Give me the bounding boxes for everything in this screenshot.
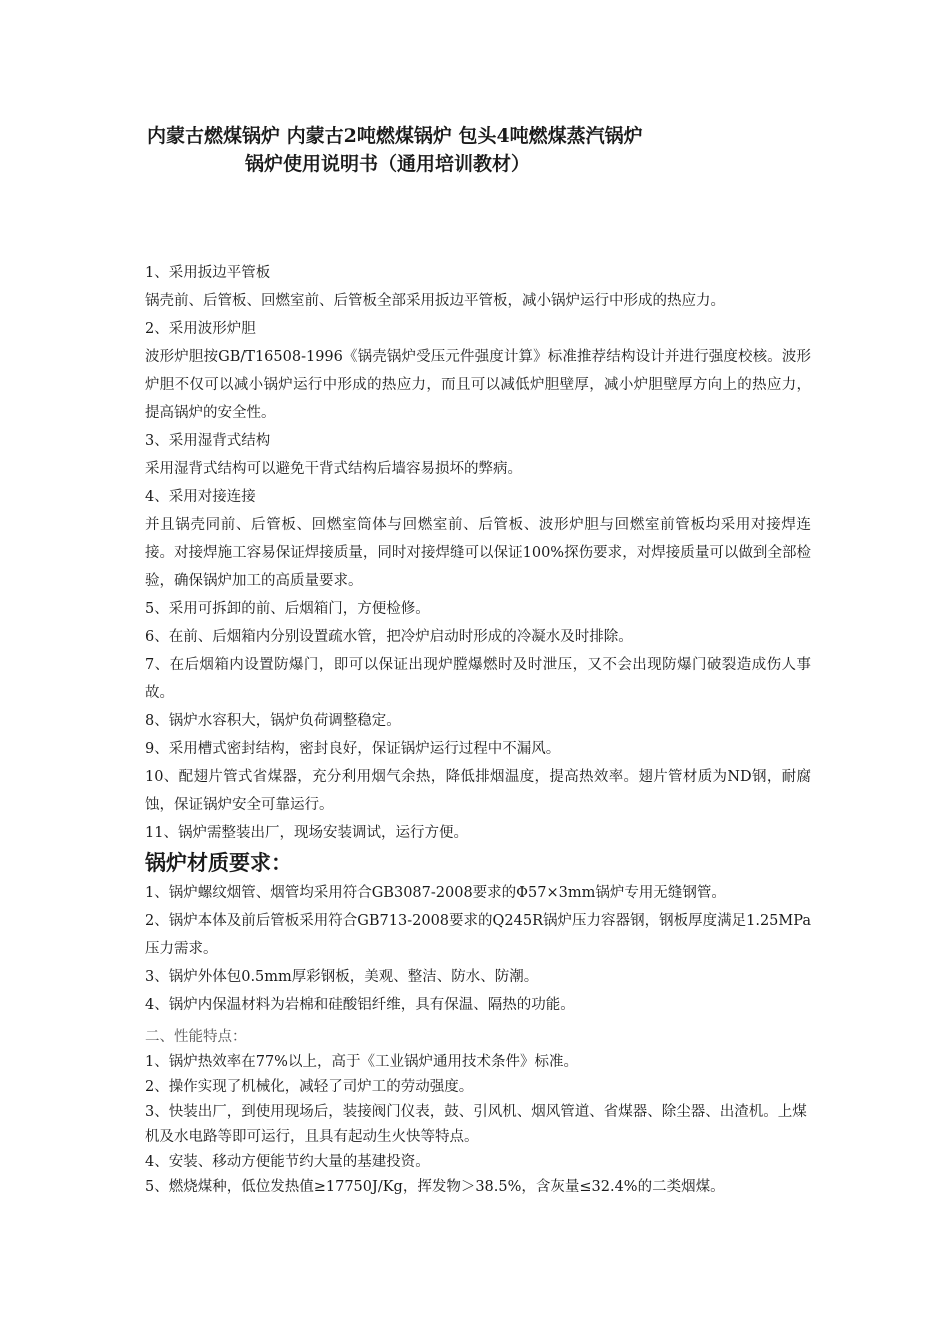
feature-item: 7、在后烟箱内设置防爆门，即可以保证出现炉膛爆燃时及时泄压，又不会出现防爆门破裂造成伤人事故。 <box>145 657 811 701</box>
performance-item: 1、锅炉热效率在77%以上，高于《工业锅炉通用技术条件》标准。 <box>145 1054 578 1070</box>
features-section <box>145 259 811 1019</box>
feature-item: 9、采用槽式密封结构，密封良好，保证锅炉运行过程中不漏风。 <box>145 741 561 757</box>
feature-heading: 4、采用对接连接 <box>145 489 256 505</box>
performance-section <box>145 1025 811 1200</box>
feature-item: 8、锅炉水容积大，锅炉负荷调整稳定。 <box>145 713 401 729</box>
material-section-title: 锅炉材质要求： <box>145 850 292 875</box>
feature-text: 采用湿背式结构可以避免干背式结构后墙容易损坏的弊病。 <box>145 461 522 477</box>
feature-item: 11、锅炉需整装出厂，现场安装调试，运行方便。 <box>145 825 468 841</box>
feature-text: 锅壳前、后管板、回燃室前、后管板全部采用扳边平管板，减小锅炉运行中形成的热应力。 <box>145 293 725 309</box>
material-item: 3、锅炉外体包0.5mm厚彩钢板，美观、整洁、防水、防潮。 <box>145 969 539 985</box>
feature-heading: 2、采用波形炉胆 <box>145 321 256 337</box>
material-item: 1、锅炉螺纹烟管、烟管均采用符合GB3087-2008要求的Φ57×3mm锅炉专用无缝钢管。 <box>145 885 726 901</box>
performance-item: 3、快装出厂，到使用现场后，装接阀门仪表，鼓、引风机、烟风管道、省煤器、除尘器、出渣机。上煤机及水电路等即可运行，且具有起动生火快等特点。 <box>145 1104 807 1145</box>
feature-item: 10、配翅片管式省煤器，充分利用烟气余热，降低排烟温度，提高热效率。翅片管材质为ND钢，耐腐蚀，保证锅炉安全可靠运行。 <box>145 769 811 813</box>
material-item: 2、锅炉本体及前后管板采用符合GB713-2008要求的Q245R锅炉压力容器钢，钢板厚度满足1.25MPa压力需求。 <box>145 913 811 957</box>
feature-heading: 3、采用湿背式结构 <box>145 433 271 449</box>
material-item: 4、锅炉内保温材料为岩棉和硅酸铝纤维，具有保温、隔热的功能。 <box>145 997 575 1013</box>
title-line-1: 内蒙古燃煤锅炉 内蒙古2吨燃煤锅炉 包头4吨燃煤蒸汽锅炉 <box>147 125 643 147</box>
document-title <box>147 122 847 178</box>
title-line-2: 锅炉使用说明书（通用培训教材） <box>245 153 531 175</box>
performance-item: 5、燃烧煤种，低位发热值≥17750J/Kg，挥发物＞38.5%，含灰量≤32.4%的二类烟煤。 <box>145 1179 725 1195</box>
feature-text: 并且锅壳同前、后管板、回燃室筒体与回燃室前、后管板、波形炉胆与回燃室前管板均采用对接焊连接。对接焊施工容易保证焊接质量，同时对接焊缝可以保证100%探伤要求，对焊接质量可以做到全部检验，确保锅炉加工的高质量要求。 <box>145 517 811 589</box>
feature-heading: 1、采用扳边平管板 <box>145 265 271 281</box>
feature-item: 5、采用可拆卸的前、后烟箱门，方便检修。 <box>145 601 430 617</box>
feature-text: 波形炉胆按GB/T16508-1996《锅壳锅炉受压元件强度计算》标准推荐结构设计并进行强度校核。波形炉胆不仅可以减小锅炉运行中形成的热应力，而且可以减低炉胆壁厚，减小炉胆壁厚方向上的热应力，提高锅炉的安全性。 <box>145 349 811 421</box>
performance-section-title: 二、性能特点： <box>145 1029 247 1045</box>
feature-item: 6、在前、后烟箱内分别设置疏水管，把冷炉启动时形成的冷凝水及时排除。 <box>145 629 633 645</box>
performance-item: 4、安装、移动方便能节约大量的基建投资。 <box>145 1154 430 1170</box>
performance-item: 2、操作实现了机械化，减轻了司炉工的劳动强度。 <box>145 1079 474 1095</box>
